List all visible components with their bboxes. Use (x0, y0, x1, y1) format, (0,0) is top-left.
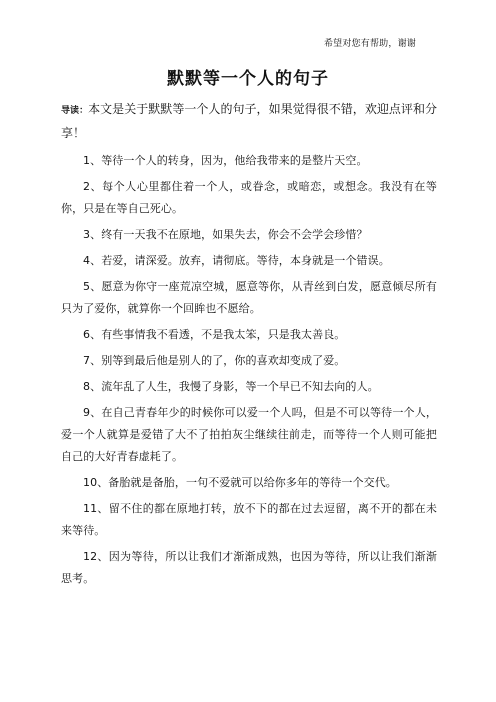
list-item: 12、因为等待，所以让我们才渐渐成熟，也因为等待，所以让我们渐渐思考。 (61, 550, 437, 585)
sentence-list (61, 150, 437, 594)
list-item: 7、别等到最后他是别人的了，你的喜欢却变成了爱。 (83, 354, 346, 367)
list-item: 11、留不住的都在原地打转，放不下的都在过去逗留，离不开的都在未来等待。 (61, 502, 437, 537)
list-item: 8、流年乱了人生，我慢了身影，等一个早已不知去向的人。 (83, 380, 379, 393)
page-title: 默默等一个人的句子 (167, 69, 329, 89)
intro-text: 本文是关于默默等一个人的句子，如果觉得很不错，欢迎点评和分享！ (61, 102, 437, 140)
list-item: 6、有些事情我不看透，不是我太笨，只是我太善良。 (83, 328, 346, 341)
list-item: 2、每个人心里都住着一个人，或眷念，或暗恋，或想念。我没有在等你，只是在等自己死心。 (61, 180, 437, 215)
header-note: 希望对您有帮助，谢谢 (323, 39, 416, 49)
intro-paragraph (61, 98, 437, 144)
intro-label: 导读： (61, 106, 89, 116)
list-item: 10、备胎就是备胎，一句不爱就可以给你多年的等待一个交代。 (83, 476, 397, 489)
list-item: 5、愿意为你守一座荒凉空城，愿意等你，从青丝到白发，愿意倾尽所有只为了爱你，就算你一个回眸也不愿给。 (61, 280, 437, 315)
list-item: 1、等待一个人的转身，因为，他给我带来的是整片天空。 (83, 154, 368, 167)
list-item: 4、若爱，请深爱。放弃，请彻底。等待，本身就是一个错误。 (83, 254, 390, 267)
list-item: 9、在自己青春年少的时候你可以爱一个人吗，但是不可以等待一个人，爱一个人就算是爱错了大不了拍拍灰尘继续往前走，而等待一个人则可能把自己的大好青春虚耗了。 (61, 406, 437, 463)
list-item: 3、终有一天我不在原地，如果失去，你会不会学会珍惜？ (83, 228, 368, 241)
